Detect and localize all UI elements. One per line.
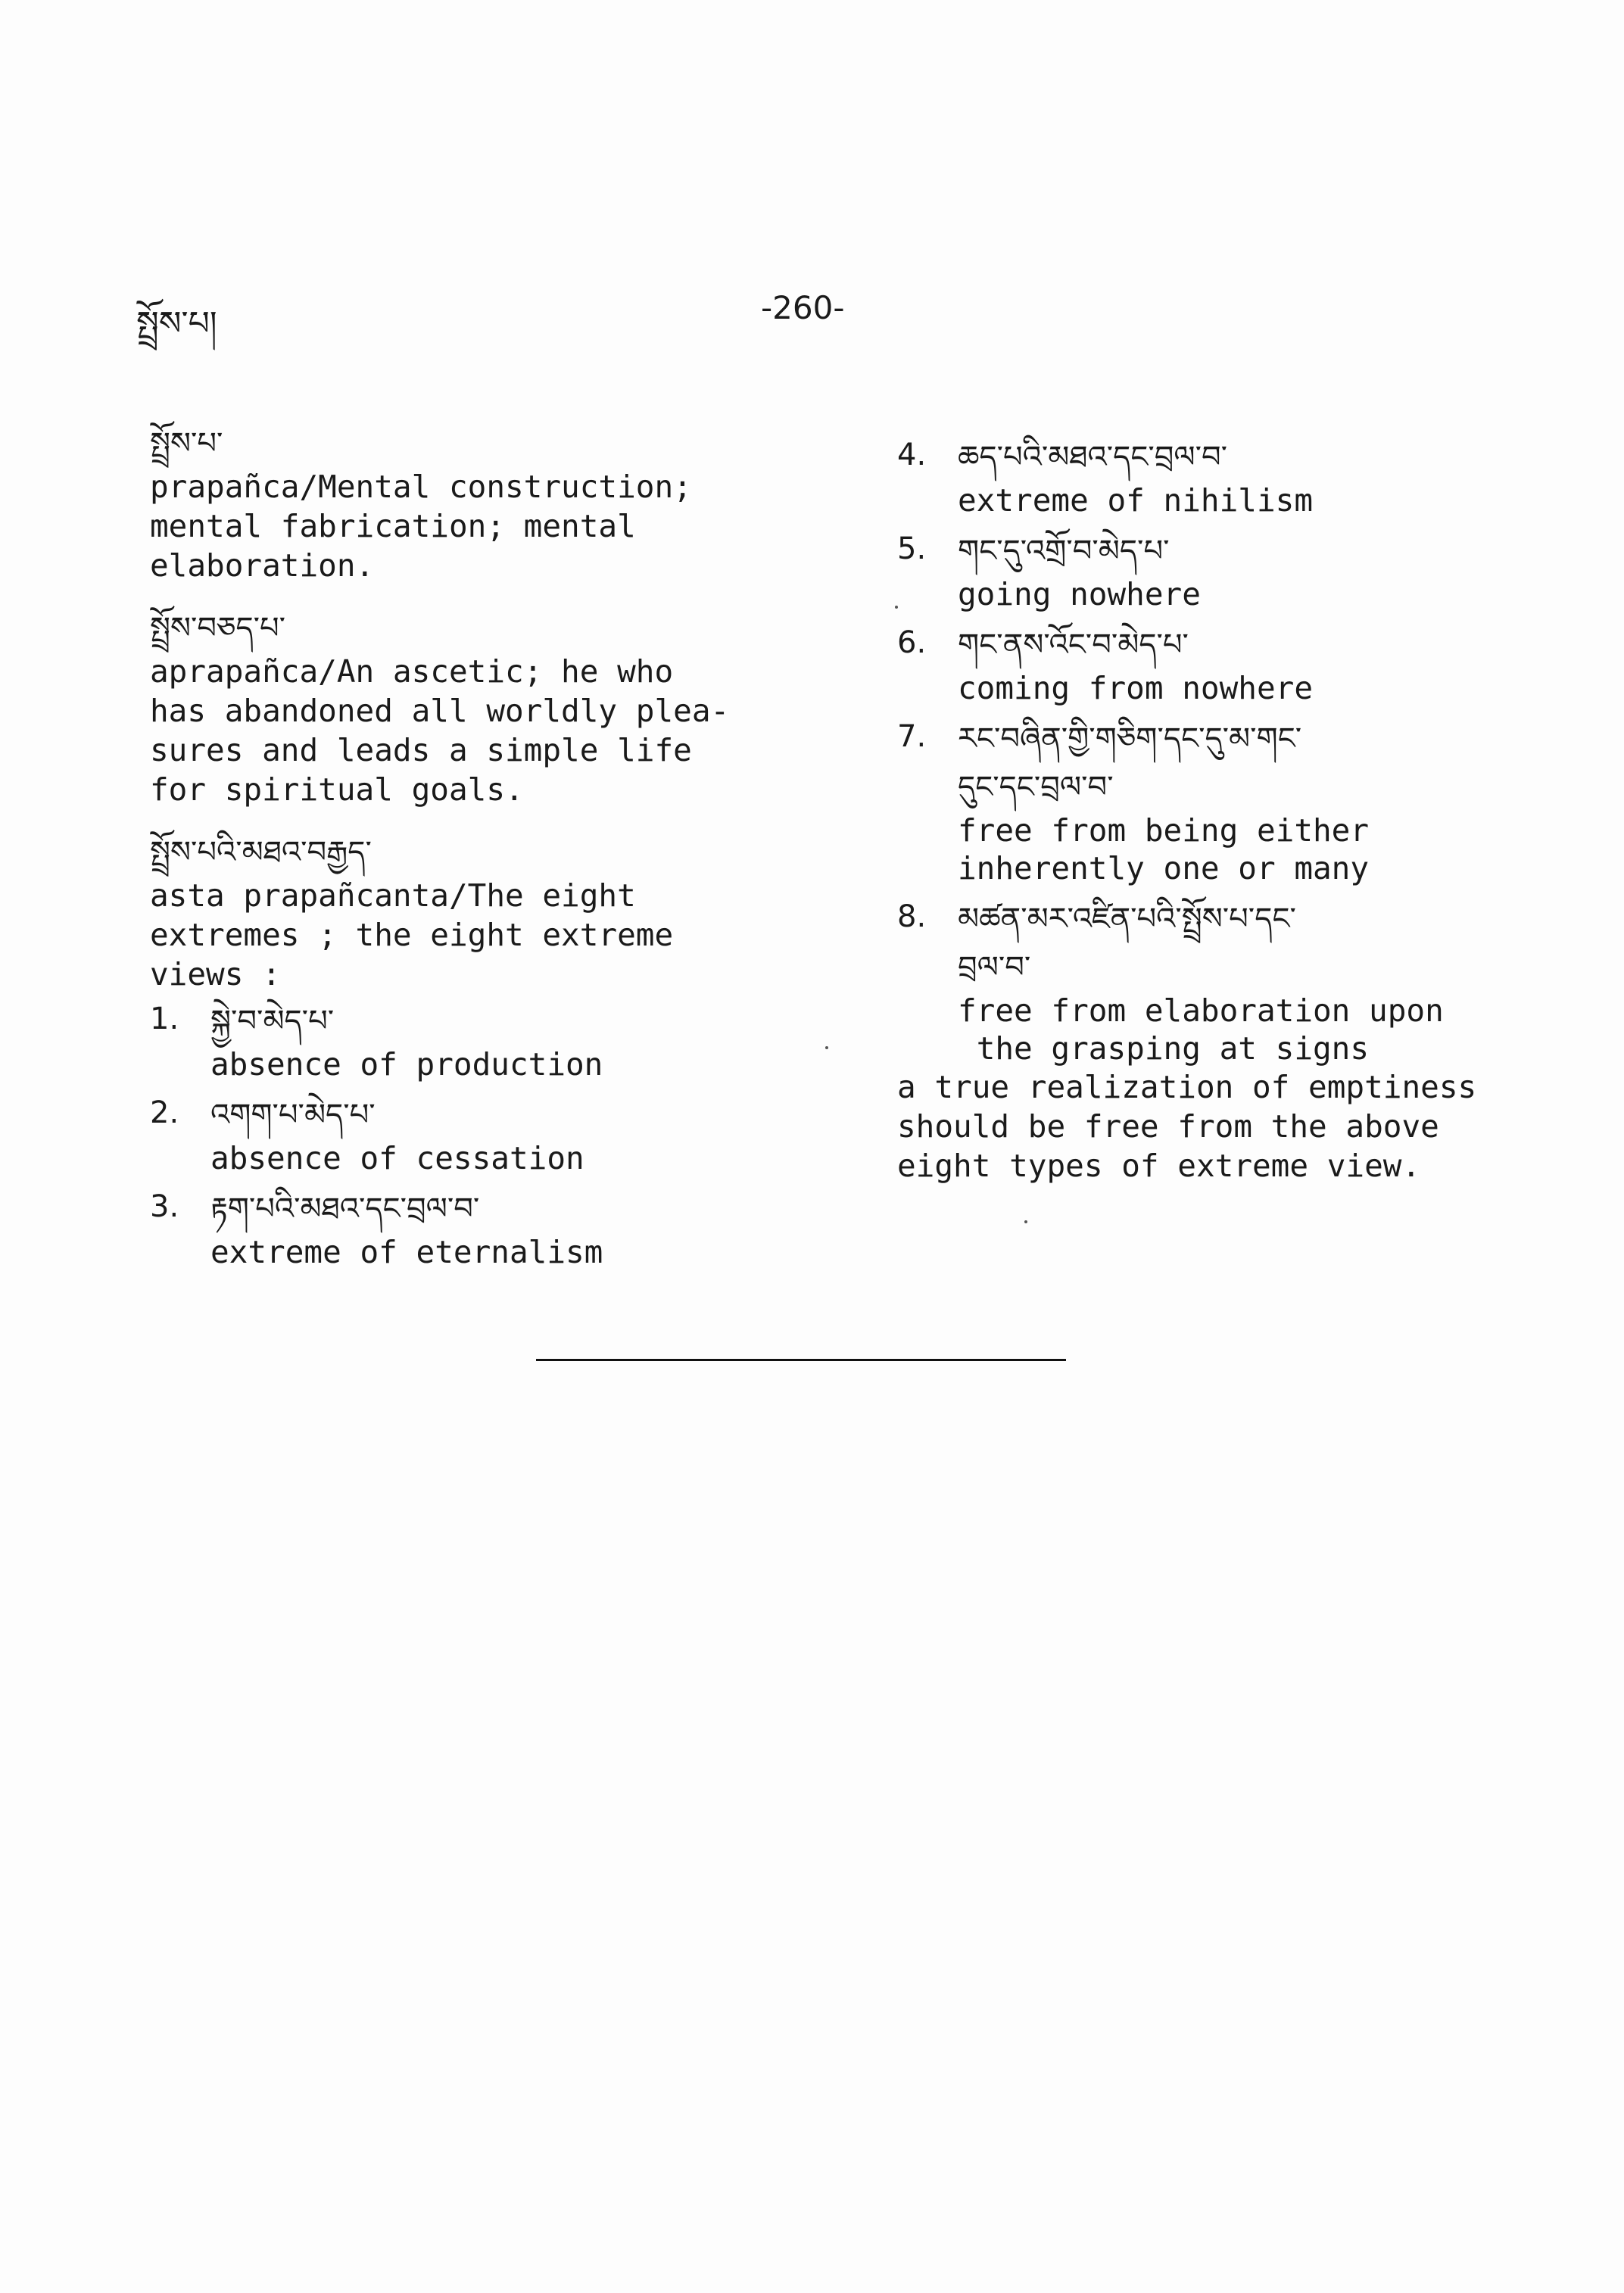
item-number: 3. — [150, 1189, 179, 1224]
item-number: 7. — [897, 719, 927, 754]
item-number: 4. — [897, 438, 927, 472]
entry-definition: aprapañca/An ascetic; he who has abandoned all worldly plea- sures and leads a simple life for spiritual goals. — [150, 653, 730, 808]
item-english: coming from nowhere — [958, 670, 1313, 706]
item-tibetan: མཚན་མར་འཛིན་པའི་སྤྲོས་པ་དང་ བྲལ་བ་ — [958, 902, 1296, 985]
entry-definition: asta prapañcanta/The eight extremes ; the eight extreme views : — [150, 877, 674, 992]
glossary-entry — [150, 420, 801, 585]
item-english: free from elaboration upon the grasping at signs — [958, 992, 1444, 1067]
list-item — [897, 715, 1518, 887]
page-number: -260- — [761, 289, 845, 326]
right-column — [897, 433, 1518, 1185]
list-item — [150, 997, 801, 1083]
horizontal-rule — [536, 1359, 1066, 1361]
item-english: free from being either inherently one or many — [958, 812, 1370, 886]
item-tibetan: འགག་པ་མེད་པ་ — [210, 1098, 376, 1132]
item-english: extreme of nihilism — [958, 482, 1313, 519]
glossary-entry — [150, 829, 801, 994]
glossary-entry — [150, 605, 801, 809]
list-item — [897, 433, 1518, 519]
list-item — [897, 895, 1518, 1067]
item-english: going nowhere — [958, 576, 1201, 612]
item-number: 5. — [897, 531, 927, 566]
scan-speck — [1024, 1220, 1027, 1223]
list-item — [897, 621, 1518, 707]
entry-definition: prapañca/Mental construction; mental fabrication; mental elaboration. — [150, 469, 692, 584]
item-english: absence of production — [210, 1046, 603, 1083]
list-item — [897, 527, 1518, 613]
scan-speck — [895, 606, 898, 609]
item-number: 2. — [150, 1095, 179, 1130]
item-tibetan: རྟག་པའི་མཐའ་དང་བྲལ་བ་ — [210, 1192, 480, 1226]
entry-headword: སྤྲོས་བཅད་པ་ — [150, 611, 286, 646]
list-item — [150, 1091, 801, 1177]
left-column — [150, 420, 801, 1279]
running-header: སྤྲོས་པ། — [136, 304, 217, 343]
item-tibetan: གང་ནས་འོང་བ་མེད་པ་ — [958, 628, 1189, 662]
item-tibetan: ཆད་པའི་མཐའ་དང་བྲལ་བ་ — [958, 440, 1228, 475]
item-number: 6. — [897, 625, 927, 660]
item-tibetan: རང་བཞིན་གྱི་གཅིག་དང་དུ་མ་གང་ དུང་དང་བྲལ་བ་ — [958, 721, 1302, 805]
list-item — [150, 1185, 801, 1271]
entry-headword: སྤྲོས་པ་ — [150, 426, 223, 461]
closing-note: a true realization of emptiness should be free from the above eight types of extreme view. — [897, 1069, 1477, 1184]
item-number: 1. — [150, 1002, 179, 1036]
entry-headword: སྤྲོས་པའི་མཐའ་བརྒྱད་ — [150, 835, 372, 870]
item-english: absence of cessation — [210, 1140, 584, 1176]
item-number: 8. — [897, 899, 927, 934]
item-tibetan: སྐྱེ་བ་མེད་པ་ — [210, 1004, 335, 1039]
scan-speck — [825, 1046, 828, 1049]
item-english: extreme of eternalism — [210, 1234, 603, 1270]
item-tibetan: གང་དུ་འགྲོ་བ་མེད་པ་ — [958, 534, 1170, 569]
